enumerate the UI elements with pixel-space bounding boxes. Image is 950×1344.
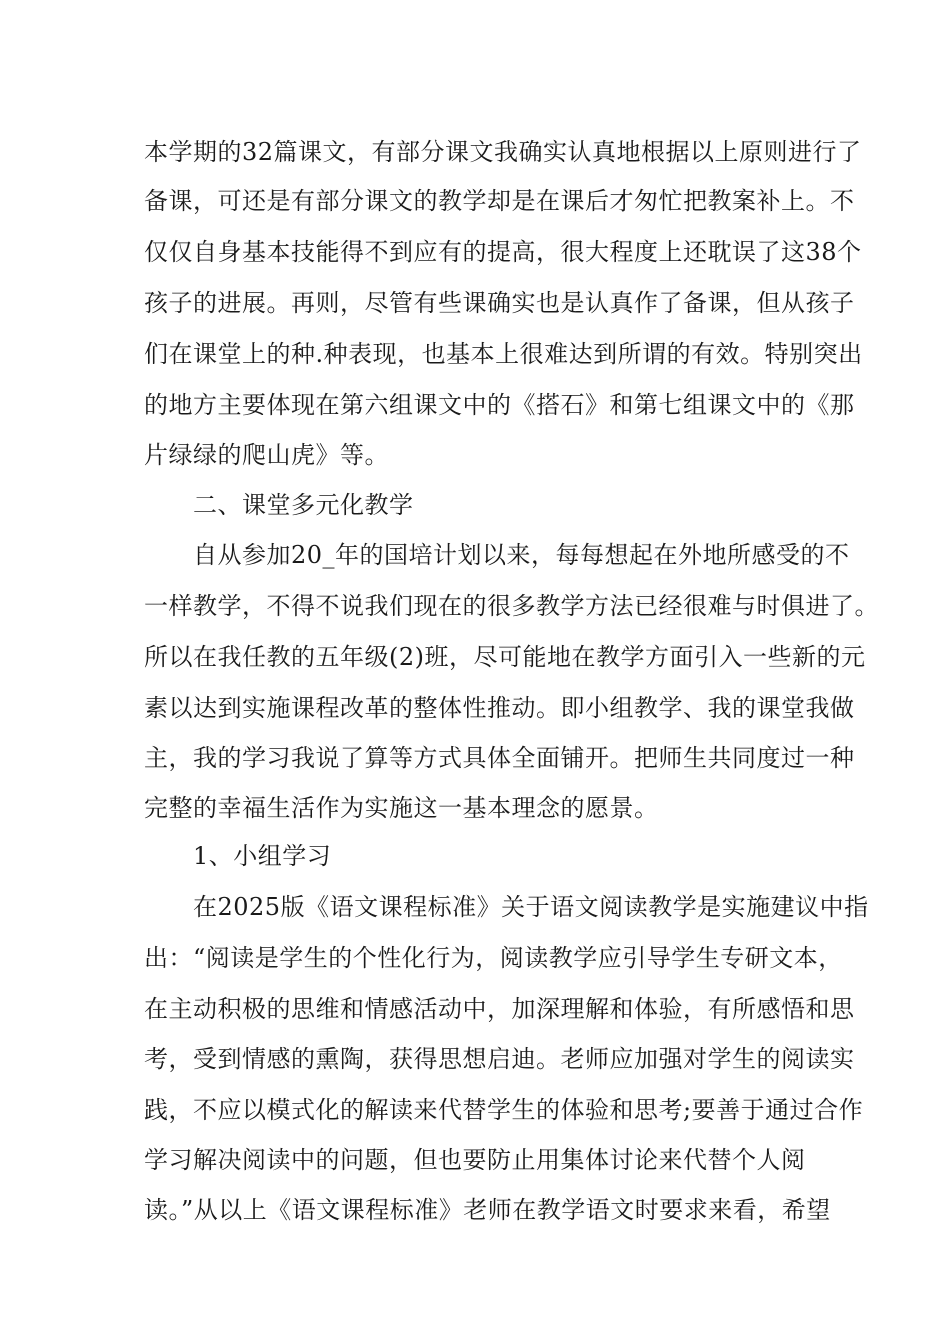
text-line: 素以达到实施课程改革的整体性推动。即小组教学、我的课堂我做 bbox=[144, 694, 855, 722]
text-line: 践，不应以模式化的解读来代替学生的体验和思考;要善于通过合作 bbox=[144, 1096, 864, 1124]
text-line: 在主动积极的思维和情感活动中，加深理解和体验，有所感悟和思 bbox=[144, 995, 855, 1023]
text-line: 自从参加20_年的国培计划以来，每每想起在外地所感受的不 bbox=[193, 541, 850, 569]
section-heading: 二、课堂多元化教学 bbox=[193, 491, 414, 519]
text-line: 读。”从以上《语文课程标准》老师在教学语文时要求来看，希望 bbox=[144, 1196, 831, 1224]
subsection-heading: 1、小组学习 bbox=[193, 842, 332, 870]
text-line: 片绿绿的爬山虎》等。 bbox=[144, 441, 389, 469]
text-line: 一样教学，不得不说我们现在的很多教学方法已经很难与时俱进了。 bbox=[144, 592, 879, 620]
text-line: 学习解决阅读中的问题，但也要防止用集体讨论来代替个人阅 bbox=[144, 1146, 806, 1174]
text-line: 的地方主要体现在第六组课文中的《搭石》和第七组课文中的《那 bbox=[144, 391, 855, 419]
text-line: 孩子的进展。再则，尽管有些课确实也是认真作了备课，但从孩子 bbox=[144, 289, 855, 317]
text-line: 备课，可还是有部分课文的教学却是在课后才匆忙把教案补上。不 bbox=[144, 187, 855, 215]
text-line: 完整的幸福生活作为实施这一基本理念的愿景。 bbox=[144, 794, 659, 822]
text-line: 出：“阅读是学生的个性化行为，阅读教学应引导学生专研文本， bbox=[144, 944, 843, 972]
text-line: 们在课堂上的种.种表现，也基本上很难达到所谓的有效。特别突出 bbox=[144, 340, 863, 368]
text-line: 所以在我任教的五年级(2)班，尽可能地在教学方面引入一些新的元 bbox=[144, 643, 866, 671]
text-line: 主，我的学习我说了算等方式具体全面铺开。把师生共同度过一种 bbox=[144, 744, 855, 772]
text-line: 仅仅自身基本技能得不到应有的提高，很大程度上还耽误了这38个 bbox=[144, 238, 862, 266]
text-line: 本学期的32篇课文，有部分课文我确实认真地根据以上原则进行了 bbox=[144, 138, 862, 166]
text-line: 在2025版《语文课程标准》关于语文阅读教学是实施建议中指 bbox=[193, 893, 869, 921]
text-line: 考，受到情感的熏陶，获得思想启迪。老师应加强对学生的阅读实 bbox=[144, 1045, 855, 1073]
